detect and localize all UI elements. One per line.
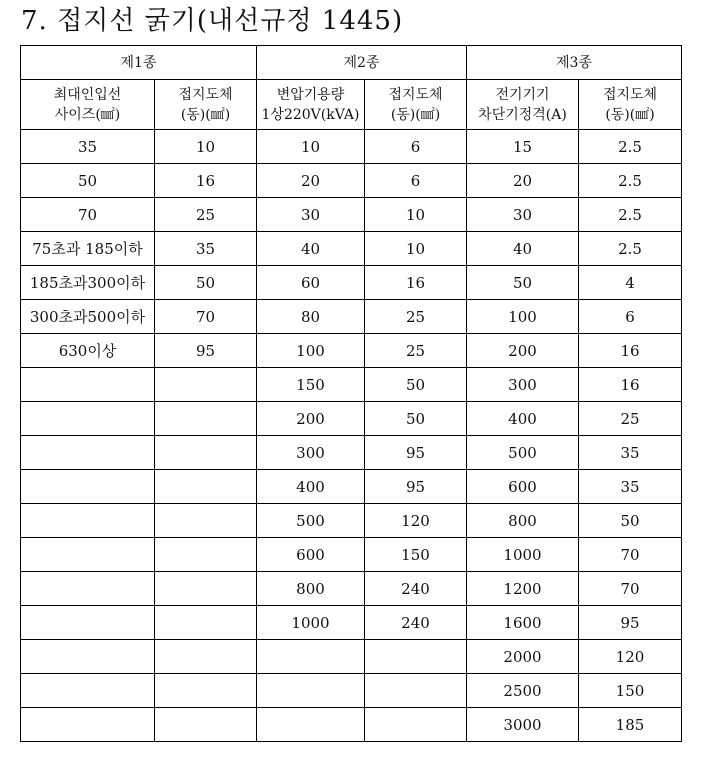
cell-ground-conductor-2: 6 [365, 130, 467, 164]
table-row [21, 198, 682, 232]
cell-transformer-capacity [257, 640, 365, 674]
cell-transformer-capacity: 600 [257, 538, 365, 572]
header-line: 차단기정격(A) [478, 106, 567, 123]
header-line: 1상220V(kVA) [261, 106, 360, 123]
cell-transformer-capacity [257, 674, 365, 708]
cell-max-service-size [21, 470, 155, 504]
cell-breaker-rating: 1600 [467, 606, 579, 640]
cell-ground-conductor-3: 70 [579, 538, 682, 572]
table-row [21, 572, 682, 606]
cell-ground-conductor-3: 25 [579, 402, 682, 436]
page-title: 7. 접지선 굵기(내선규정 1445) [21, 6, 404, 36]
cell-max-service-size [21, 708, 155, 742]
cell-ground-conductor-2: 10 [365, 232, 467, 266]
cell-ground-conductor-2: 25 [365, 334, 467, 368]
cell-max-service-size [21, 538, 155, 572]
table-row [21, 266, 682, 300]
cell-transformer-capacity: 150 [257, 368, 365, 402]
cell-breaker-rating: 40 [467, 232, 579, 266]
cell-ground-conductor-1: 70 [155, 300, 257, 334]
table-row [21, 470, 682, 504]
table-row [21, 606, 682, 640]
cell-ground-conductor-2: 16 [365, 266, 467, 300]
cell-ground-conductor-3: 2.5 [579, 164, 682, 198]
group-class-1: 제1종 [21, 46, 257, 80]
cell-max-service-size [21, 436, 155, 470]
cell-transformer-capacity [257, 708, 365, 742]
cell-ground-conductor-1 [155, 368, 257, 402]
table-row [21, 640, 682, 674]
cell-transformer-capacity: 100 [257, 334, 365, 368]
cell-transformer-capacity: 200 [257, 402, 365, 436]
cell-ground-conductor-1 [155, 504, 257, 538]
column-header-row [21, 80, 682, 130]
header-line: 최대인입선 [53, 86, 122, 103]
cell-max-service-size [21, 504, 155, 538]
cell-ground-conductor-1 [155, 436, 257, 470]
cell-ground-conductor-3: 185 [579, 708, 682, 742]
table-row [21, 708, 682, 742]
cell-breaker-rating: 2500 [467, 674, 579, 708]
cell-transformer-capacity: 30 [257, 198, 365, 232]
cell-ground-conductor-3: 4 [579, 266, 682, 300]
cell-ground-conductor-1 [155, 538, 257, 572]
cell-transformer-capacity: 40 [257, 232, 365, 266]
table-row [21, 368, 682, 402]
cell-ground-conductor-2: 95 [365, 470, 467, 504]
cell-ground-conductor-3: 6 [579, 300, 682, 334]
cell-breaker-rating: 50 [467, 266, 579, 300]
header-line: 접지도체 [388, 86, 443, 103]
cell-breaker-rating: 200 [467, 334, 579, 368]
cell-max-service-size [21, 674, 155, 708]
cell-ground-conductor-3: 150 [579, 674, 682, 708]
cell-ground-conductor-1 [155, 470, 257, 504]
cell-ground-conductor-1: 95 [155, 334, 257, 368]
table-row [21, 402, 682, 436]
cell-ground-conductor-2: 120 [365, 504, 467, 538]
cell-ground-conductor-2: 95 [365, 436, 467, 470]
cell-ground-conductor-3: 35 [579, 436, 682, 470]
cell-max-service-size [21, 606, 155, 640]
header-line: (동)(㎟) [180, 106, 231, 123]
cell-ground-conductor-1: 35 [155, 232, 257, 266]
cell-ground-conductor-1 [155, 708, 257, 742]
cell-ground-conductor-3: 50 [579, 504, 682, 538]
cell-max-service-size [21, 402, 155, 436]
header-line: (동)(㎟) [390, 106, 441, 123]
cell-breaker-rating: 1200 [467, 572, 579, 606]
table-row [21, 436, 682, 470]
header-ground-conductor-2 [365, 80, 467, 130]
cell-ground-conductor-3: 16 [579, 368, 682, 402]
table-row [21, 232, 682, 266]
cell-ground-conductor-2 [365, 708, 467, 742]
cell-transformer-capacity: 300 [257, 436, 365, 470]
cell-breaker-rating: 30 [467, 198, 579, 232]
table-row [21, 164, 682, 198]
header-breaker-rating [467, 80, 579, 130]
cell-ground-conductor-3: 120 [579, 640, 682, 674]
table-row [21, 674, 682, 708]
cell-breaker-rating: 20 [467, 164, 579, 198]
ground-wire-size-table [20, 45, 682, 742]
cell-ground-conductor-1: 10 [155, 130, 257, 164]
cell-max-service-size: 630이상 [21, 334, 155, 368]
cell-ground-conductor-2: 240 [365, 606, 467, 640]
cell-ground-conductor-3: 16 [579, 334, 682, 368]
cell-max-service-size: 300초과500이하 [21, 300, 155, 334]
cell-ground-conductor-1: 16 [155, 164, 257, 198]
cell-ground-conductor-1 [155, 674, 257, 708]
cell-transformer-capacity: 80 [257, 300, 365, 334]
cell-ground-conductor-2: 25 [365, 300, 467, 334]
cell-ground-conductor-2: 10 [365, 198, 467, 232]
cell-breaker-rating: 500 [467, 436, 579, 470]
header-line: (동)(㎟) [605, 106, 655, 123]
cell-ground-conductor-1: 25 [155, 198, 257, 232]
header-ground-conductor-1 [155, 80, 257, 130]
cell-ground-conductor-1: 50 [155, 266, 257, 300]
cell-ground-conductor-3: 2.5 [579, 198, 682, 232]
cell-breaker-rating: 800 [467, 504, 579, 538]
cell-ground-conductor-2: 50 [365, 402, 467, 436]
cell-max-service-size: 70 [21, 198, 155, 232]
header-line: 전기기기 [495, 86, 550, 103]
header-line: 변압기용량 [276, 86, 345, 103]
cell-transformer-capacity: 60 [257, 266, 365, 300]
cell-breaker-rating: 400 [467, 402, 579, 436]
cell-max-service-size [21, 572, 155, 606]
header-ground-conductor-3 [579, 80, 682, 130]
cell-breaker-rating: 15 [467, 130, 579, 164]
cell-max-service-size: 35 [21, 130, 155, 164]
cell-ground-conductor-3: 2.5 [579, 130, 682, 164]
table-row [21, 504, 682, 538]
cell-ground-conductor-2: 240 [365, 572, 467, 606]
cell-transformer-capacity: 500 [257, 504, 365, 538]
cell-ground-conductor-3: 95 [579, 606, 682, 640]
header-transformer-capacity [257, 80, 365, 130]
cell-ground-conductor-1 [155, 572, 257, 606]
cell-breaker-rating: 2000 [467, 640, 579, 674]
cell-ground-conductor-2: 6 [365, 164, 467, 198]
cell-transformer-capacity: 20 [257, 164, 365, 198]
cell-max-service-size: 75초과 185이하 [21, 232, 155, 266]
cell-ground-conductor-2: 50 [365, 368, 467, 402]
cell-ground-conductor-1 [155, 402, 257, 436]
cell-ground-conductor-1 [155, 606, 257, 640]
header-line: 사이즈(㎟) [54, 106, 121, 123]
cell-ground-conductor-1 [155, 640, 257, 674]
cell-ground-conductor-3: 35 [579, 470, 682, 504]
cell-breaker-rating: 600 [467, 470, 579, 504]
cell-max-service-size: 50 [21, 164, 155, 198]
cell-breaker-rating: 3000 [467, 708, 579, 742]
header-line: 접지도체 [178, 86, 233, 103]
group-class-3: 제3종 [467, 46, 682, 80]
table-row [21, 538, 682, 572]
cell-breaker-rating: 1000 [467, 538, 579, 572]
table-row [21, 300, 682, 334]
cell-max-service-size [21, 368, 155, 402]
cell-max-service-size: 185초과300이하 [21, 266, 155, 300]
cell-ground-conductor-3: 2.5 [579, 232, 682, 266]
cell-breaker-rating: 300 [467, 368, 579, 402]
group-class-2: 제2종 [257, 46, 467, 80]
cell-ground-conductor-2: 150 [365, 538, 467, 572]
table-row [21, 334, 682, 368]
cell-ground-conductor-3: 70 [579, 572, 682, 606]
header-max-service-size [21, 80, 155, 130]
cell-ground-conductor-2 [365, 640, 467, 674]
cell-transformer-capacity: 800 [257, 572, 365, 606]
cell-transformer-capacity: 400 [257, 470, 365, 504]
group-header-row [21, 46, 682, 80]
cell-ground-conductor-2 [365, 674, 467, 708]
cell-breaker-rating: 100 [467, 300, 579, 334]
table-row [21, 130, 682, 164]
cell-transformer-capacity: 10 [257, 130, 365, 164]
cell-max-service-size [21, 640, 155, 674]
cell-transformer-capacity: 1000 [257, 606, 365, 640]
header-line: 접지도체 [602, 86, 658, 103]
